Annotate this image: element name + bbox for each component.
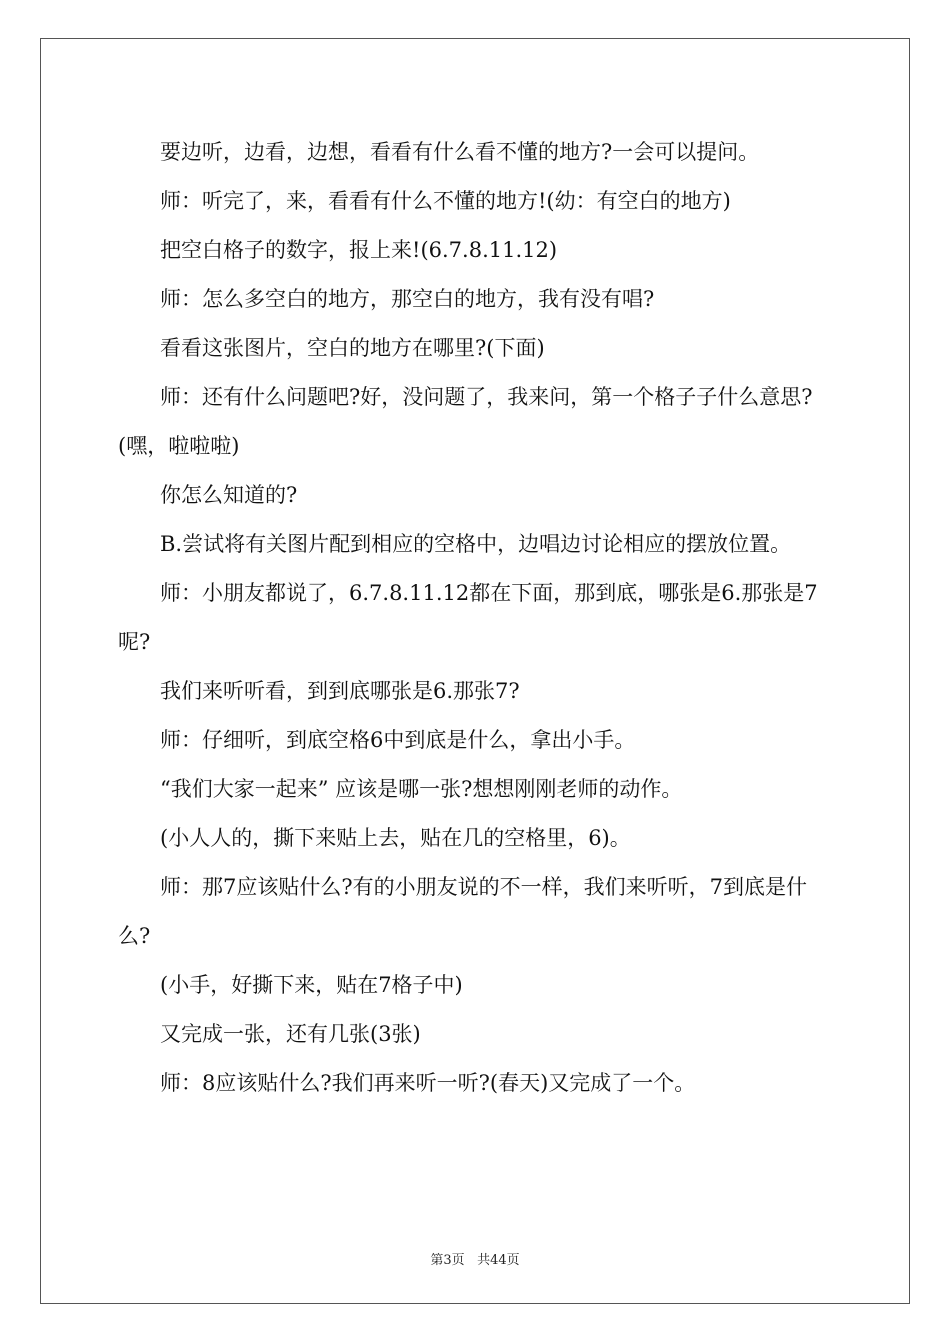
paragraph: (小人人的，撕下来贴上去，贴在几的空格里，6)。 — [160, 826, 631, 850]
page-footer — [0, 1249, 950, 1268]
paragraph: 又完成一张，还有几张(3张) — [160, 1022, 421, 1046]
paragraph: 你怎么知道的? — [160, 483, 298, 507]
paragraph: 师：小朋友都说了，6.7.8.11.12都在下面，那到底，哪张是6.那张是7呢? — [118, 581, 818, 654]
paragraph: 师：听完了，来，看看有什么不懂的地方!(幼：有空白的地方) — [160, 189, 731, 213]
paragraph: 把空白格子的数字，报上来!(6.7.8.11.12) — [160, 238, 558, 262]
paragraph: 师：8应该贴什么?我们再来听一听?(春天)又完成了一个。 — [160, 1071, 696, 1095]
paragraph: (小手，好撕下来，贴在7格子中) — [160, 973, 463, 997]
paragraph: 看看这张图片，空白的地方在哪里?(下面) — [160, 336, 545, 360]
paragraph: B.尝试将有关图片配到相应的空格中，边唱边讨论相应的摆放位置。 — [160, 532, 792, 556]
document-body — [118, 128, 838, 1108]
paragraph: “我们大家一起来” 应该是哪一张?想想刚刚老师的动作。 — [160, 777, 683, 801]
paragraph: 师：仔细听，到底空格6中到底是什么，拿出小手。 — [160, 728, 636, 752]
page-number: 第3页 — [430, 1253, 465, 1268]
page-total: 共44页 — [477, 1253, 520, 1268]
paragraph: 师：那7应该贴什么?有的小朋友说的不一样，我们来听听，7到底是什么? — [118, 875, 807, 948]
paragraph: 我们来听听看，到到底哪张是6.那张7? — [160, 679, 520, 703]
paragraph: 要边听，边看，边想，看看有什么看不懂的地方?一会可以提问。 — [160, 140, 760, 164]
paragraph: 师：怎么多空白的地方，那空白的地方，我有没有唱? — [160, 287, 655, 311]
paragraph: 师：还有什么问题吧?好，没问题了，我来问，第一个格子子什么意思?(嘿，啦啦啦) — [118, 385, 813, 458]
